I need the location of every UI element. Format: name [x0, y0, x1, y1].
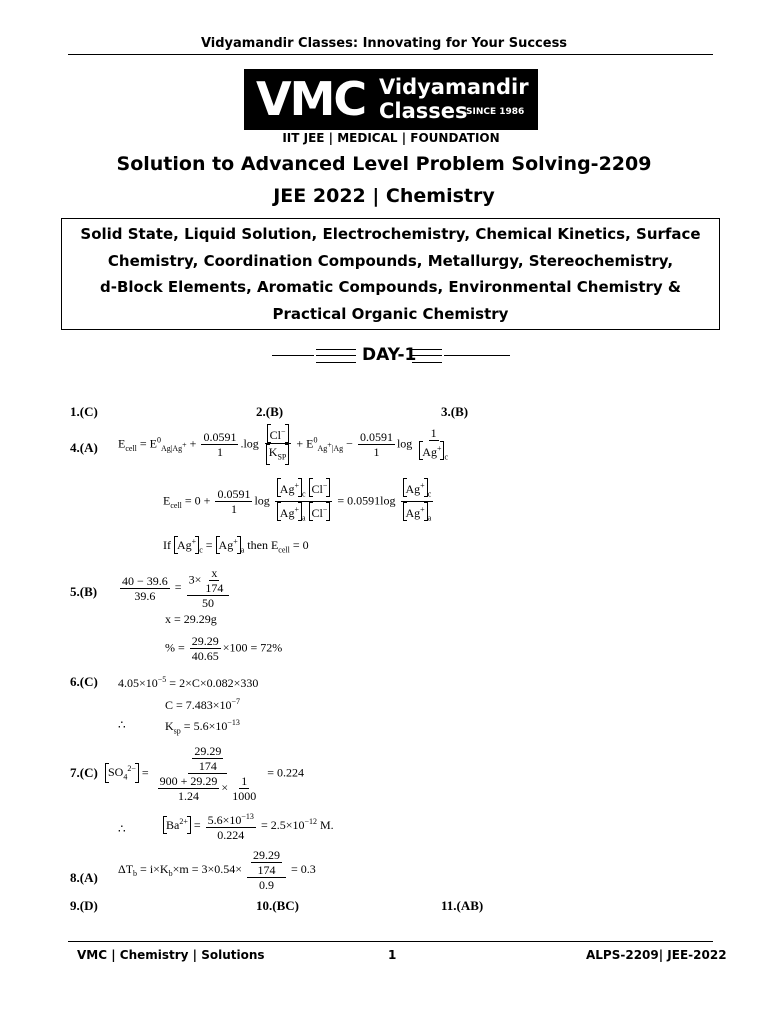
q8-equation: $\Delta T_b = i\times K_b\times m = 3\times 0.54\times$ $\frac{\frac{29.29}{174}}{0.9}$ = 0.3	[118, 848, 316, 892]
q5-x-value: x = 29.29g	[165, 612, 217, 626]
footer-right: ALPS-2209| JEE-2022	[586, 948, 727, 962]
day-divider-left	[272, 355, 314, 356]
q6-equation-1: $4.05\times 10^{-5} = 2\times C\times 0.082\times 330$	[118, 675, 259, 690]
answer-7: 7.(C)	[70, 765, 98, 780]
answer-1: 1.(C)	[70, 404, 98, 419]
q4-equation-2: $E_{cell} = 0$ + $\frac{0.0591}{1}$ log $\frac{Ag^+_c Cl^-}{Ag^+_a Cl^-}$ = 0.0591log $\frac{Ag^+_c}{Ag^+_a}$	[163, 478, 435, 526]
topic-line: Practical Organic Chemistry	[272, 305, 509, 323]
footer-rule	[68, 941, 713, 942]
day-label: DAY-1	[362, 345, 417, 365]
document-subtitle: JEE 2022 | Chemistry	[273, 185, 495, 207]
page-number: 1	[388, 948, 397, 962]
q6-ksp: $K_{sp} = 5.6\times 10^{-13}$	[165, 718, 240, 736]
q5-equation-1: $\frac{40 - 39.6}{39.6}$ = 3× $\frac{x}{174}$ 50	[118, 566, 231, 610]
answer-8: 8.(A)	[70, 870, 98, 885]
answer-11: 11.(AB)	[441, 898, 484, 913]
answer-5: 5.(B)	[70, 584, 98, 599]
answer-2: 2.(B)	[256, 404, 284, 419]
logo-tagline: IIT JEE | MEDICAL | FOUNDATION	[282, 131, 500, 145]
page-header: Vidyamandir Classes: Innovating for Your Success	[200, 36, 568, 51]
vmc-logo	[244, 69, 538, 130]
topic-line: Chemistry, Coordination Compounds, Metallurgy, Stereochemistry,	[107, 252, 674, 270]
q7-equation-1: $SO_4^{2-}$ = $\frac{29.29}{174}$ $\frac{900 + 29.29}{1.24}$ × $\frac{1}{1000}$ = 0.224	[105, 744, 304, 803]
answer-6: 6.(C)	[70, 674, 98, 689]
footer-left: VMC | Chemistry | Solutions	[77, 948, 265, 962]
header-rule	[68, 54, 713, 55]
day-heading	[272, 345, 510, 367]
q5-percent: % = $\frac{29.29}{40.65}$ ×100 = 72%	[165, 634, 283, 663]
answer-3: 3.(B)	[441, 404, 469, 419]
q4-condition: If $Ag^+_c = Ag^+_a$ then $E_{cell} = 0$	[163, 537, 309, 555]
topic-line: d-Block Elements, Aromatic Compounds, Environmental Chemistry &	[100, 278, 681, 296]
answer-10: 10.(BC)	[256, 898, 299, 913]
logo-name-line2: Classes	[379, 99, 468, 123]
answer-4: 4.(A)	[70, 440, 98, 455]
topic-line: Solid State, Liquid Solution, Electrochemistry, Chemical Kinetics, Surface	[80, 225, 701, 243]
day-bars-left	[316, 349, 356, 363]
q6-concentration: $C = 7.483\times 10^{-7}$	[165, 697, 241, 712]
q4-equation-1: $E_{cell} = E^0_{Ag|Ag^+}$ + $\frac{0.0591}{1}$ .log $\frac{Cl^-}{K_{SP}}$ + $E^0_{Ag^+|Ag}$ − $\frac{0.0591}{1}$ log $\frac{1}{Ag^+_c}$	[118, 424, 452, 465]
logo-name-line1: Vidyamandir	[379, 75, 529, 99]
logo-since: SINCE 1986	[466, 107, 525, 117]
day-bars-right	[412, 349, 442, 363]
q4-if: If	[163, 538, 171, 552]
q6-therefore: ∴	[118, 718, 126, 732]
answer-9: 9.(D)	[70, 898, 98, 913]
q7-equation-2: $Ba^{2+}$ = $\frac{5.6\times 10^{-13}}{0.224}$ = $2.5\times 10^{-12}$ M.	[163, 810, 334, 842]
day-divider-right	[444, 355, 510, 356]
topics-box	[61, 218, 720, 330]
logo-mark: VMC	[256, 72, 366, 126]
document-title: Solution to Advanced Level Problem Solving-2209	[116, 153, 652, 175]
q4-then: then	[247, 538, 268, 552]
q7-therefore: ∴	[118, 822, 126, 836]
